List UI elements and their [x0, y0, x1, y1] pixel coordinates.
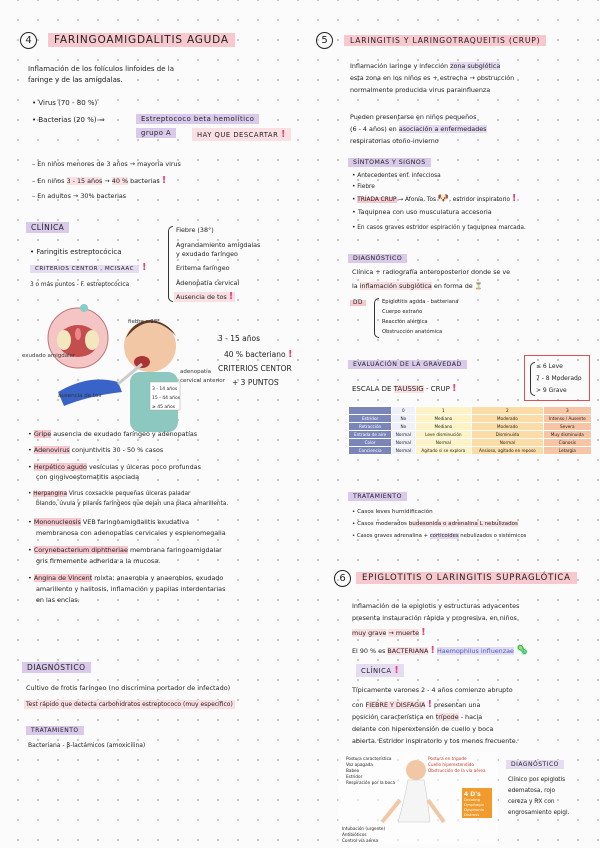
- table-cell: Conciencia: [349, 447, 392, 455]
- signo-2: • Fiebre: [352, 184, 375, 190]
- table-cell: Ansioso, agitado en reposo: [472, 447, 543, 455]
- tratamiento-heading: TRATAMIENTO: [26, 726, 84, 735]
- section-number: 5: [316, 32, 333, 49]
- table-cell: Mediano: [415, 415, 472, 423]
- diag-6-2: edematosa, rojo: [508, 788, 556, 794]
- dd-adenovirus: • Adenovirus conjuntivitis 30 - 50 % casos: [28, 446, 164, 454]
- table-cell: Cianosis: [543, 439, 591, 447]
- dd-herpangina: • Herpangina Virus coxsackie pequeñas úlceras paladar: [28, 491, 191, 497]
- centor-bang: !: [142, 262, 147, 273]
- symptom-fiebre: Fiebre (38°): [176, 226, 214, 234]
- table-row: [349, 447, 592, 455]
- symptom-adenopatia: Adenopatía cervical: [176, 279, 240, 287]
- clinica-6-heading: CLÍNICA !: [356, 664, 404, 677]
- p1-line-3: normalmente producida virus parainfluenza: [350, 86, 491, 94]
- dd-vincent: • Angina de Vincent mixta; anaerobia y anaerobios, exudado: [28, 574, 224, 582]
- table-cell: 2: [472, 407, 543, 415]
- dd-cory: • Corynebacterium diphtheriae membrana faringoamigdalar: [28, 546, 222, 554]
- symptom-amigdalas: Agrandamiento amígdalas: [176, 241, 261, 249]
- table-cell: Entrada de aire: [349, 431, 392, 439]
- table-cell: Severa: [543, 423, 591, 431]
- descartar-label: HAY QUE DESCARTAR !: [192, 128, 291, 141]
- table-cell: Disminuida: [472, 431, 543, 439]
- points-note: + 3 PUNTOS: [232, 378, 279, 387]
- four-ds-title: 4 D's: [464, 791, 481, 798]
- intro-line-1: Inflamación de los folículos linfoides de la: [28, 65, 174, 73]
- table-cell: Muy disminuida: [543, 431, 591, 439]
- ages-note: 3 - 15 años: [218, 334, 261, 343]
- strep-label: Estreptococo beta hemolítico: [136, 114, 259, 124]
- epi-c5: abierta. Estridor inspiratorio y tos menos frecuente.: [352, 737, 518, 745]
- dd-brace: [374, 298, 379, 338]
- dd-tag: DD: [350, 300, 366, 306]
- faringitis-points: 3 o más puntos - F. estreptocócica: [30, 282, 130, 288]
- dd-mono: • Mononucleosis VEB faringoamigdalitis exudativa: [28, 518, 190, 526]
- trat-line-1: Bacteriana - β-lactámicos (amoxicilina): [28, 742, 146, 749]
- p1-line-2: esta zona en los niños es + estrecha → obstrucción: [350, 74, 515, 82]
- ill-mid-2: Cuello hiperextendido: [428, 762, 474, 767]
- table-cell: Moderado: [472, 423, 543, 431]
- diagnostico-heading: DIAGNÓSTICO: [22, 662, 91, 673]
- four-ds-4: Distress: [464, 812, 480, 817]
- trat-1: • Casos leves humidificación: [352, 509, 433, 515]
- table-cell: 3: [543, 407, 591, 415]
- ill-note-3: Babeo: [346, 768, 360, 773]
- diag-2: la inflamación subglótica en forma de ⏳: [352, 282, 483, 290]
- signo-4: • Taquipnea con uso musculatura accesoria: [352, 208, 492, 216]
- dd-vincent-2: amarillento y halitosis, inflamación y papilas interdentarias: [36, 585, 226, 593]
- dd-gripe: • Gripe ausencia de exudado faríngeo y adenopatías: [28, 430, 198, 438]
- dd-mono-2: membranosa con adenopatías cervicales y esplenomegalia: [36, 529, 226, 537]
- section-6-number: 6: [334, 570, 351, 587]
- virus-item: • Virus (70 - 80 %): [32, 99, 98, 107]
- diag-line-2: Test rápido que detecta carbohidratos estreptococo (muy específico): [26, 701, 233, 708]
- table-cell: Leve disminución: [415, 431, 472, 439]
- dd-vincent-3: en las encías.: [36, 596, 80, 604]
- table-cell: Agitado si se explora: [415, 447, 472, 455]
- table-header-row: [349, 407, 592, 415]
- table-cell: Normal: [392, 431, 415, 439]
- table-cell: No: [392, 423, 415, 431]
- epi-c3: posición característica en trípode - hacia: [352, 713, 483, 721]
- table-cell: Estridor: [349, 415, 392, 423]
- dd-item-1: Epiglotitis aguda - bacteriana: [382, 299, 459, 305]
- table-cell: Moderado: [472, 415, 543, 423]
- section-6-title: EPIGLOTITIS O LARINGITIS SUPRAGLÓTICA: [356, 572, 577, 584]
- label-tos: ausencia de tos: [58, 393, 102, 399]
- epi-c4: delante con hiperextensión de cuello y boca: [352, 725, 494, 733]
- table-cell: Normal: [472, 439, 543, 447]
- section-title: FARINGOAMIGDALITIS AGUDA: [48, 33, 235, 47]
- gravedad-heading: EVALUACIÓN DE LA GRAVEDAD: [348, 360, 467, 369]
- table-row: [349, 439, 592, 447]
- table-cell: Intenso / Ausente: [543, 415, 591, 423]
- table-cell: [349, 407, 392, 415]
- signo-triada: • TRÍADA CRUP → Afonía, Tos 🐶, estridor inspiratorio !: [352, 193, 517, 204]
- p2-line-1: Pueden presentarse en niños pequeños: [350, 113, 477, 121]
- table-cell: Mediano: [415, 423, 472, 431]
- epi-2: presenta instauración rápida y progresiva, en niños: [352, 614, 517, 622]
- diag-heading: DIAGNÓSTICO: [348, 254, 407, 263]
- ill-note-1: Postura característica: [346, 756, 392, 761]
- trat-3: • Casos graves adrenalina + corticoides nebulizados o sistémicos: [352, 533, 527, 539]
- centor-tag: CRITERIOS CENTOR , MCISAAC: [30, 265, 139, 273]
- p2-line-2: (6 - 4 años) en asociación a enfermedades: [350, 125, 487, 133]
- epi-3: muy grave → muerte !: [352, 627, 426, 638]
- four-ds-3: Dysphonia: [464, 807, 485, 812]
- table-cell: Color: [349, 439, 392, 447]
- four-ds-1: Drooling: [464, 797, 480, 802]
- dd-herpangina-2: blando, úvula y pilares faríngeos que dejan una placa amarillenta.: [36, 501, 229, 507]
- dd-cory-2: gris firmemente adherida a la mucosa.: [36, 557, 161, 565]
- symptom-exudado: y exudado faríngeo: [176, 250, 238, 258]
- sev-leve: ≤ 6 Leve: [536, 363, 563, 370]
- trat-2: • Casos moderados budesonida o adrenalina L nebulizados: [352, 521, 518, 527]
- dd-item-2: Cuerpo extraño: [382, 309, 423, 315]
- symptoms-brace: [168, 226, 173, 302]
- table-cell: No: [392, 415, 415, 423]
- ill-bottom-1: Intubación (urgente): [342, 826, 386, 831]
- taussig-table: [348, 406, 592, 455]
- ill-note-2: Voz apagada: [346, 762, 373, 767]
- sev-grave: > 9 Grave: [536, 387, 567, 394]
- ill-bottom-3: Control vía aérea: [342, 838, 378, 843]
- table-cell: 0: [392, 407, 415, 415]
- diag-6-heading: DIAGNÓSTICO: [506, 760, 564, 769]
- section-number: 4: [20, 32, 37, 49]
- age-line-3: – En adultos → 30% bacterias: [32, 192, 127, 200]
- ill-note-4: Estridor: [346, 774, 363, 779]
- trat-heading: TRATAMIENTO: [348, 492, 407, 501]
- table-cell: Normal: [415, 439, 472, 447]
- dd-herpetico-2: con gingivoestomatitis asociada: [36, 473, 139, 481]
- table-cell: Letargia: [543, 447, 591, 455]
- severity-brace: [530, 362, 535, 396]
- p2-line-3: respiratorias otoño-invierno: [350, 137, 439, 145]
- section-title: LARINGITIS Y LARINGOTRAQUEITIS (CRUP): [344, 35, 546, 46]
- table-row: [349, 415, 592, 423]
- ill-note-5: Respiración por la boca: [346, 780, 396, 785]
- score-age-3: ≥ 45 años: [152, 405, 176, 410]
- strep-group: grupo A: [136, 128, 176, 138]
- signo-1: • Antecedentes enf. infecciosa: [352, 173, 441, 179]
- label-fiebre: fiebre >38°: [128, 319, 160, 325]
- age-line-2: – En niños 3 - 15 años → 40 % bacterias !: [32, 175, 167, 186]
- table-cell: 1: [415, 407, 472, 415]
- symptom-tos: Ausencia de tos !: [176, 291, 234, 302]
- diag-6-1: Clínico por epiglotis: [508, 777, 566, 783]
- p1-line: Inflamación laringe y infección zona subglótica: [350, 62, 501, 70]
- epi-1: Inflamación de la epiglotis y estructuras adyacentes: [352, 602, 520, 610]
- dd-item-4: Obstrucción anatómica: [382, 329, 443, 335]
- signo-5: • En casos graves estridor espiración y taquipnea marcada.: [352, 225, 526, 231]
- diag-6-3: cereza y RX con: [508, 799, 555, 805]
- epi-c2: con FIEBRE Y DISFAGIA ! presentan una: [352, 699, 481, 710]
- ill-bottom-2: Antibióticos: [342, 832, 367, 837]
- sev-moderado: 7 - 8 Moderado: [536, 375, 582, 382]
- label-adeno: adenopatía cervical anterior: [180, 369, 225, 384]
- diag-line-1: Cultivo de frotis faríngeo (no discrimina portador de infectado): [26, 684, 231, 692]
- table-cell: Normal: [392, 447, 415, 455]
- score-age-1: 3 - 14 años: [152, 387, 178, 392]
- ill-mid-3: Obstrucción de la vía aérea: [428, 768, 486, 773]
- signos-heading: SÍNTOMAS Y SIGNOS: [348, 158, 431, 167]
- clinica-heading: CLÍNICA: [26, 222, 69, 233]
- table-row: [349, 431, 592, 439]
- epi-4: El 90 % es BACTERIANA ! Haemophilus influenzae 🦠: [352, 645, 529, 656]
- faringitis-strep: • Faringitis estreptocócica: [30, 248, 122, 256]
- four-ds-2: Dysphagia: [464, 802, 485, 807]
- diag-6-4: engrosamiento epigl.: [508, 810, 570, 816]
- ill-mid-1: Postura en trípode: [428, 756, 467, 761]
- table-row: [349, 423, 592, 431]
- intro-line-2: faringe y de las amígdalas.: [28, 76, 123, 84]
- age-line-1: – En niños menores de 3 años → mayoría virus: [32, 160, 181, 168]
- crit-note: CRITERIOS CENTOR: [218, 364, 292, 373]
- epi-c1: Típicamente varones 2 - 4 años comienzo abrupto: [352, 686, 513, 694]
- table-cell: Retracción: [349, 423, 392, 431]
- diag-1: Clínica + radiografía anteroposterior donde se ve: [352, 268, 511, 276]
- table-cell: Normal: [392, 439, 415, 447]
- score-age-2: 15 - 44 años: [152, 396, 181, 401]
- taussig-line: ESCALA DE TAUSSIG - CRUP !: [352, 383, 457, 394]
- bacteria-item: • Bacterias (20 %) ⇒: [32, 116, 105, 124]
- pct-note: 40 % bacteriano !: [224, 349, 293, 360]
- dd-herpetico: • Herpético agudo vesículas y úlceras poco profundas: [28, 463, 201, 471]
- dd-item-3: Reacción alérgica: [382, 319, 428, 325]
- label-exudado: exudado amigdalar: [22, 353, 76, 359]
- symptom-eritema: Eritema faríngeo: [176, 264, 230, 272]
